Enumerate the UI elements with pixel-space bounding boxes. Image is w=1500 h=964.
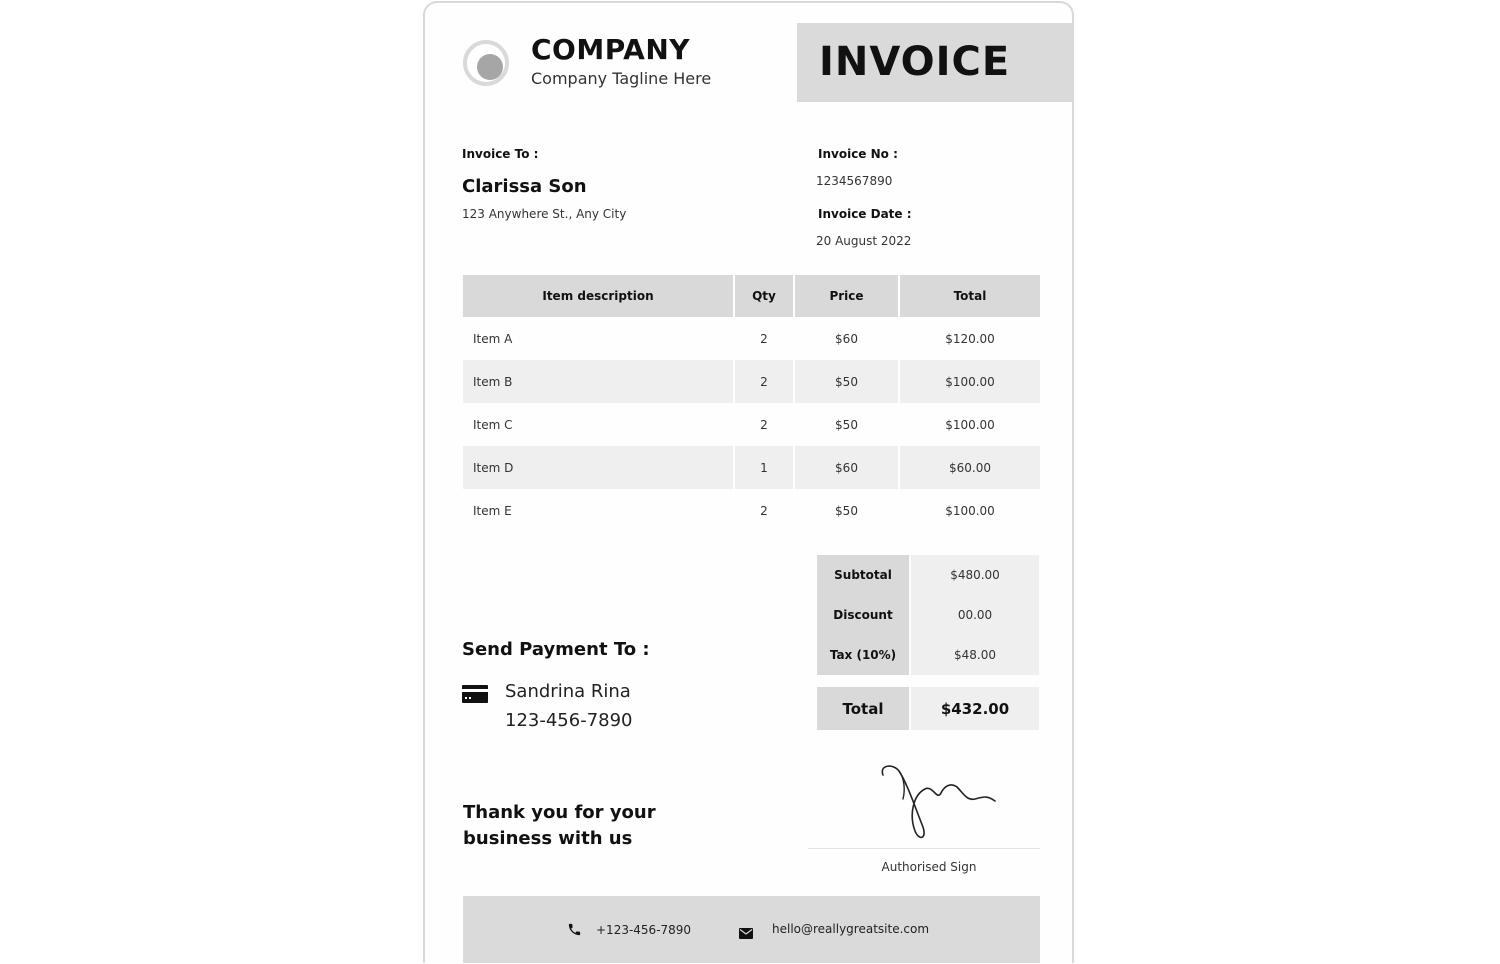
client-name: Clarissa Son xyxy=(462,176,587,197)
logo-dot xyxy=(477,54,503,80)
header-qty: Qty xyxy=(734,275,794,317)
table-row xyxy=(463,489,1040,532)
item-qty: 2 xyxy=(734,360,794,403)
phone-icon xyxy=(567,922,582,937)
tax-row xyxy=(817,635,1039,675)
company-name: COMPANY xyxy=(531,33,691,66)
invoice-title: INVOICE xyxy=(819,39,1011,85)
invoice-title-box xyxy=(797,23,1074,102)
item-description: Item D xyxy=(463,446,734,489)
company-logo xyxy=(463,40,509,86)
item-qty: 1 xyxy=(734,446,794,489)
invoice-no: 1234567890 xyxy=(816,174,893,188)
credit-card-icon xyxy=(462,685,488,703)
item-qty: 2 xyxy=(734,403,794,446)
item-price: $50 xyxy=(794,489,899,532)
invoice-page xyxy=(423,1,1074,963)
signature-label: Authorised Sign xyxy=(881,860,977,874)
signature-image xyxy=(875,761,1005,843)
send-payment-label: Send Payment To : xyxy=(462,639,650,660)
subtotal-row xyxy=(817,555,1039,595)
subtotal-label: Subtotal xyxy=(817,555,909,595)
total-label: Total xyxy=(817,687,909,730)
table-row xyxy=(463,360,1040,403)
footer-email: hello@reallygreatsite.com xyxy=(772,922,930,936)
table-header-row xyxy=(463,275,1040,317)
item-total: $120.00 xyxy=(945,331,995,346)
items-table xyxy=(463,275,1040,532)
item-description: Item B xyxy=(463,360,734,403)
header-item-description: Item description xyxy=(463,275,734,317)
table-row xyxy=(463,317,1040,360)
invoice-date-label: Invoice Date : xyxy=(818,207,912,221)
item-price: $50 xyxy=(794,360,899,403)
payee-phone: 123-456-7890 xyxy=(505,710,633,731)
item-total: $100.00 xyxy=(945,503,995,518)
item-total: $60.00 xyxy=(899,446,1040,489)
discount-label: Discount xyxy=(817,595,909,635)
table-row xyxy=(463,446,1040,489)
payee-name: Sandrina Rina xyxy=(505,681,631,702)
invoice-date: 20 August 2022 xyxy=(816,234,912,248)
thank-you-message xyxy=(463,800,656,852)
subtotal-value: $480.00 xyxy=(911,555,1039,595)
client-address: 123 Anywhere St., Any City xyxy=(462,207,627,221)
discount-value: 00.00 xyxy=(911,595,1039,635)
item-description: Item E xyxy=(463,489,734,532)
item-price: $50 xyxy=(794,403,899,446)
email-icon xyxy=(739,924,753,935)
item-qty: 2 xyxy=(734,489,794,532)
item-qty: 2 xyxy=(734,317,794,360)
item-description: Item A xyxy=(463,317,734,360)
header-price: Price xyxy=(794,275,899,317)
footer-bar xyxy=(463,896,1040,963)
table-row xyxy=(463,403,1040,446)
item-total: $100.00 xyxy=(945,417,995,432)
header-total: Total xyxy=(899,275,1040,317)
tax-value: $48.00 xyxy=(911,635,1039,675)
invoice-no-label: Invoice No : xyxy=(818,147,898,161)
total-row xyxy=(817,687,1039,730)
tax-label: Tax (10%) xyxy=(817,635,909,675)
total-value: $432.00 xyxy=(911,687,1039,730)
invoice-to-label: Invoice To : xyxy=(462,147,539,161)
item-price: $60 xyxy=(794,317,899,360)
thank-you-line-2: business with us xyxy=(463,828,633,849)
item-description: Item C xyxy=(463,403,734,446)
company-tagline: Company Tagline Here xyxy=(531,69,712,88)
thank-you-line-1: Thank you for your xyxy=(463,802,656,823)
item-price: $60 xyxy=(794,446,899,489)
footer-phone: +123-456-7890 xyxy=(596,923,692,937)
discount-row xyxy=(817,595,1039,635)
signature-line xyxy=(808,848,1040,849)
item-total: $100.00 xyxy=(899,360,1040,403)
